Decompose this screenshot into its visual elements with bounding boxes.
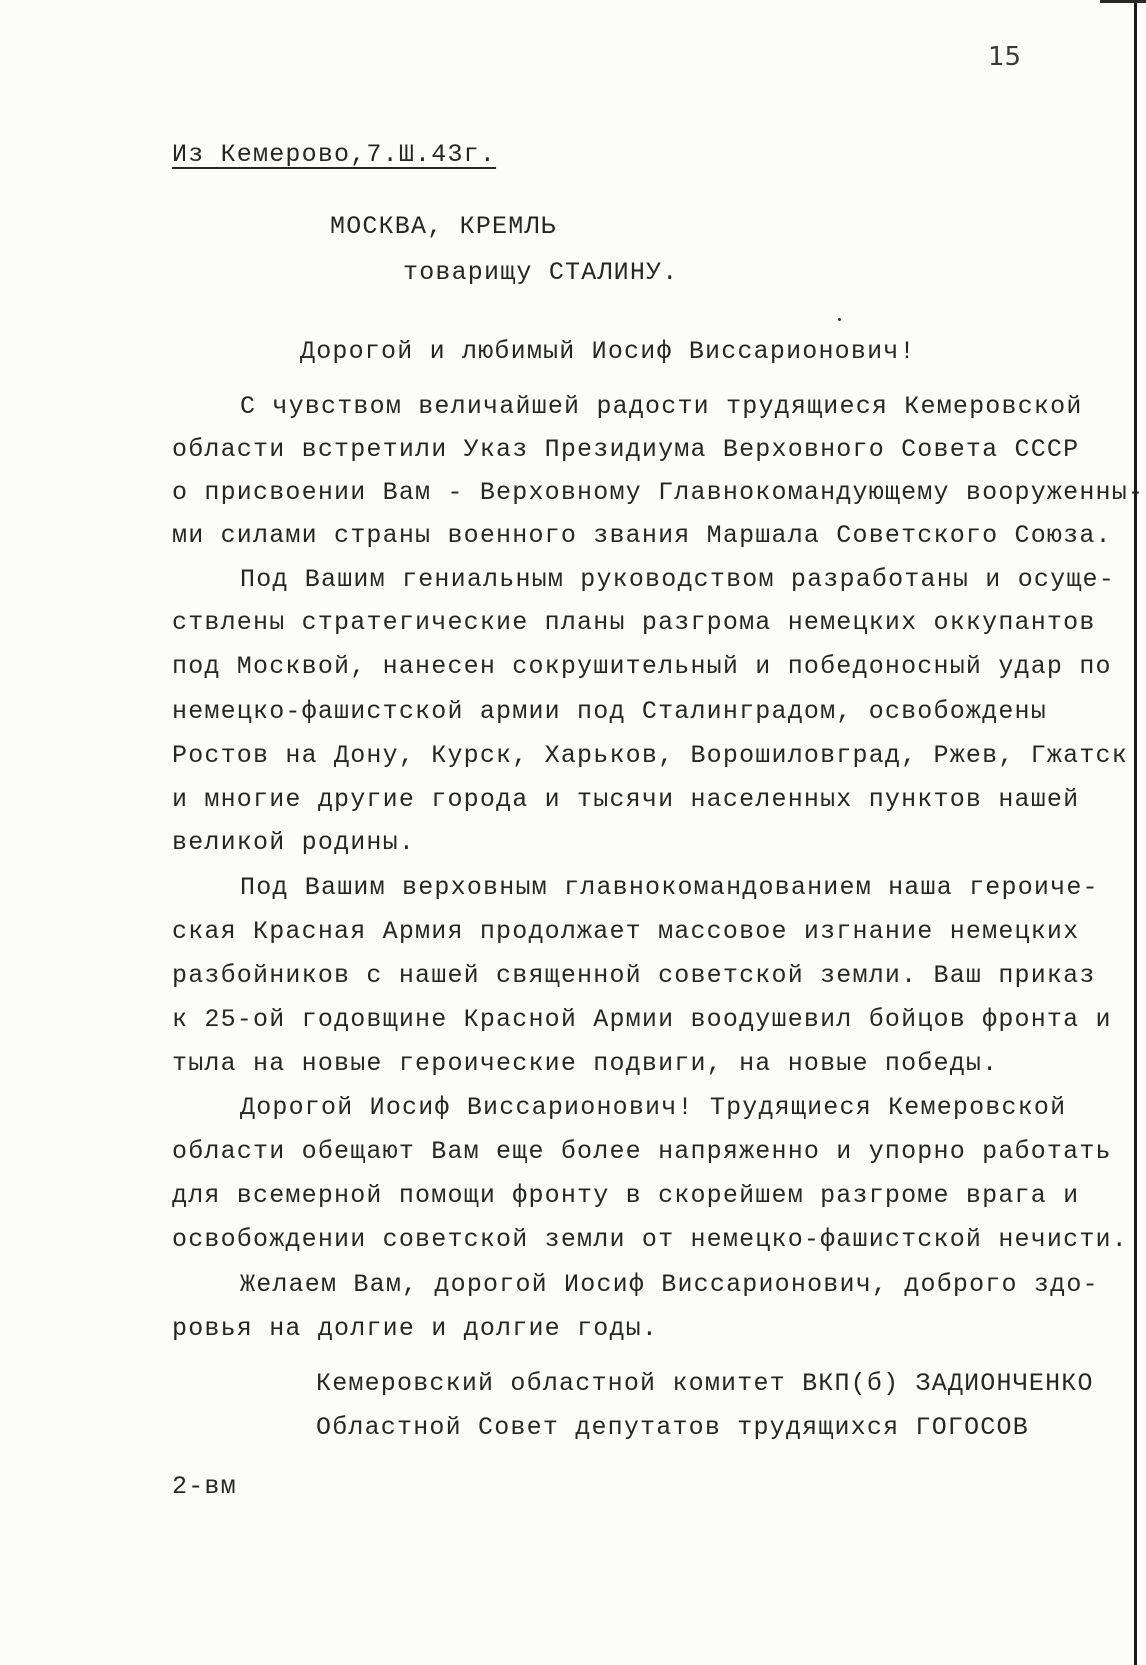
origin-line: Из Кемерово,7.Ш.43г. — [172, 140, 497, 169]
body-line: великой родины. — [172, 828, 416, 857]
body-line: и многие другие города и тысячи населенных пунктов нашей — [172, 785, 1080, 814]
signature-line: Областной Совет депутатов трудящихся ГОГОСОВ — [316, 1413, 1029, 1442]
body-line: ми силами страны военного звания Маршала Советского Союза. — [172, 521, 1112, 550]
body-line: к 25-ой годовщине Красной Армии воодушевил бойцов фронта и — [172, 1005, 1112, 1034]
body-line: области встретили Указ Президиума Верховного Совета СССР — [172, 435, 1080, 464]
body-line: немецко-фашистской армии под Сталинградом, освобождены — [172, 697, 1047, 726]
signature-line: Кемеровский областной комитет ВКП(б) ЗАДИОНЧЕНКО — [316, 1369, 1094, 1398]
body-line: Желаем Вам, дорогой Иосиф Виссарионович, доброго здо- — [240, 1270, 1099, 1299]
body-line: ровья на долгие и долгие годы. — [172, 1314, 659, 1343]
body-line: области обещают Вам еще более напряженно и упорно работать — [172, 1137, 1112, 1166]
body-line: разбойников с нашей священной советской земли. Ваш приказ — [172, 961, 1096, 990]
body-line: ская Красная Армия продолжает массовое изгнание немецких — [172, 917, 1080, 946]
body-line: Под Вашим гениальным руководством разработаны и осуще- — [240, 565, 1115, 594]
scan-speck — [838, 318, 841, 321]
scan-edge-top — [1100, 0, 1146, 3]
body-line: для всемерной помощи фронту в скорейшем разгроме врага и — [172, 1181, 1080, 1210]
salutation: Дорогой и любимый Иосиф Виссарионович! — [300, 337, 916, 366]
body-line: о присвоении Вам - Верховному Главнокомандующему вооруженны- — [172, 478, 1145, 507]
body-line: под Москвой, нанесен сокрушительный и победоносный удар по — [172, 652, 1112, 681]
body-line: освобождении советской земли от немецко-фашистской нечисти. — [172, 1225, 1128, 1254]
body-line: ствлены стратегические планы разгрома немецких оккупантов — [172, 608, 1096, 637]
address-line-1: МОСКВА, КРЕМЛЬ — [330, 212, 557, 241]
body-line: Дорогой Иосиф Виссарионович! Трудящиеся Кемеровской — [240, 1093, 1067, 1122]
body-line: С чувством величайшей радости трудящиеся Кемеровской — [240, 392, 1083, 421]
footer-code: 2-вм — [172, 1472, 237, 1501]
page-number: 15 — [988, 42, 1022, 72]
body-line: Ростов на Дону, Курск, Харьков, Ворошиловград, Ржев, Гжатск — [172, 741, 1128, 770]
address-line-2: товарищу СТАЛИНУ. — [403, 258, 679, 287]
body-line: Под Вашим верховным главнокомандованием наша герoиче- — [240, 873, 1099, 902]
body-line: тыла на новые героические подвиги, на новые победы. — [172, 1049, 999, 1078]
scan-edge-right — [1134, 0, 1137, 1665]
